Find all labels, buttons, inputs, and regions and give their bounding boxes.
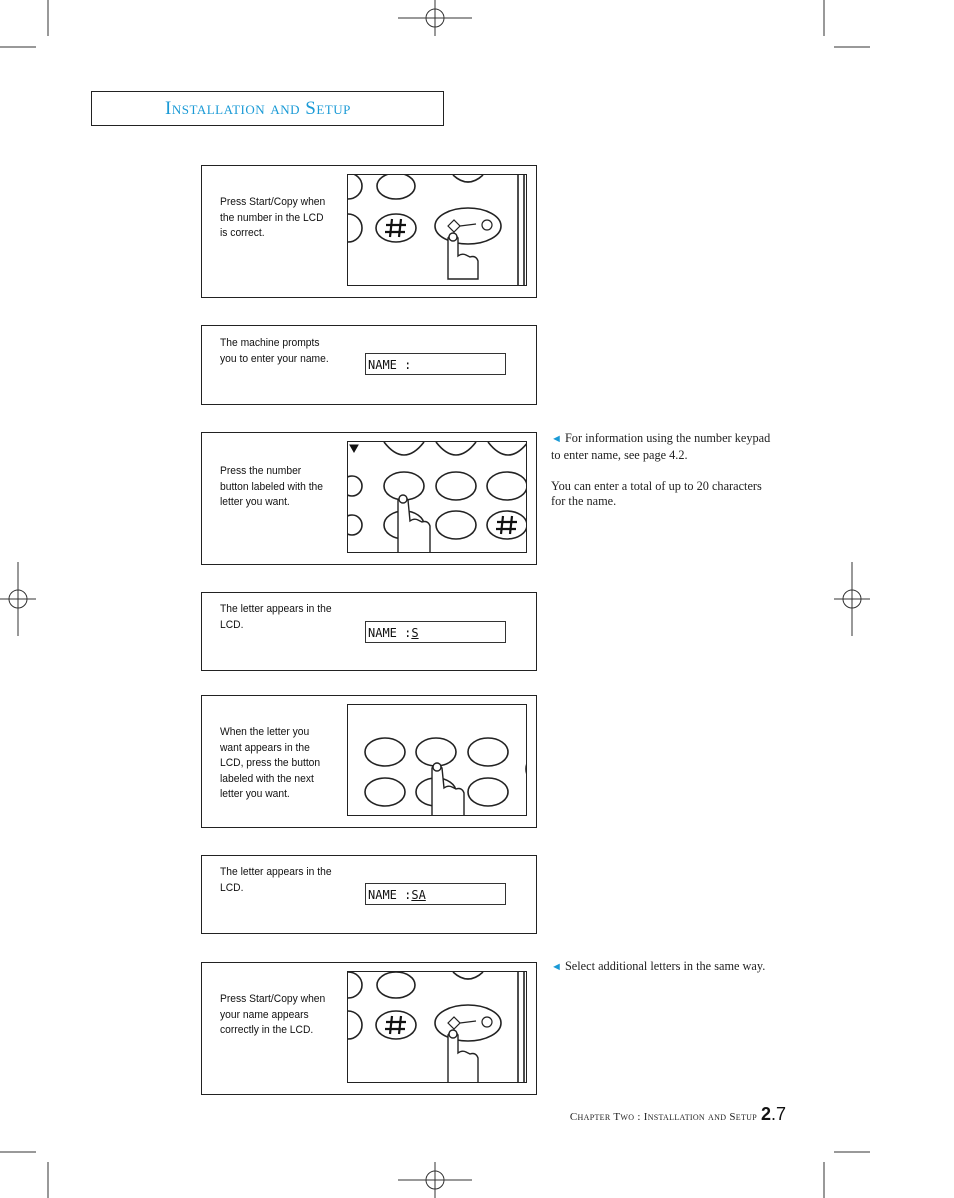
lcd-value: S	[411, 626, 419, 640]
footer-chapter-number: 2	[760, 1104, 771, 1124]
note-text: For information using the number keypad to enter name, see page 4.2.	[551, 431, 771, 462]
lcd-value: SA	[411, 888, 426, 902]
section-title: Installation and Setup	[165, 98, 351, 119]
footer-page-number: .7	[770, 1104, 786, 1124]
note-arrow-icon: ◄	[551, 961, 562, 973]
lcd-display	[365, 353, 506, 375]
note-text: Select additional letters in the same way.	[564, 959, 766, 973]
step-2-text: The machine prompts you to enter your name.	[220, 337, 329, 365]
keypad-next-illustration	[347, 704, 527, 816]
step-4-text: The letter appears in the LCD.	[220, 603, 332, 631]
pointing-hand-icon	[398, 495, 430, 553]
lcd-label: NAME :	[368, 358, 412, 372]
pointing-hand-icon	[432, 763, 464, 816]
step-3-box	[201, 432, 537, 565]
note-arrow-icon: ◄	[551, 433, 562, 445]
step-6-text: The letter appears in the LCD.	[220, 866, 332, 894]
start-copy-illustration	[347, 971, 527, 1083]
step-7-box	[201, 962, 537, 1095]
lcd-display	[365, 883, 506, 905]
lcd-label: NAME :	[368, 888, 412, 902]
lcd-display	[365, 621, 506, 643]
step-3-text: Press the number button labeled with the letter you want.	[220, 465, 324, 508]
note-text: You can enter a total of up to 20 characters for the name.	[551, 478, 762, 508]
lcd-label: NAME :	[368, 626, 412, 640]
side-note-2	[551, 959, 776, 991]
step-5-box	[201, 695, 537, 828]
step-6-box	[201, 855, 537, 934]
step-2-box	[201, 325, 537, 405]
step-4-box	[201, 592, 537, 671]
keypad-illustration	[347, 441, 527, 553]
step-7-text: Press Start/Copy when your name appears correctly in the LCD.	[220, 993, 326, 1036]
step-1-text: Press Start/Copy when the number in the LCD is correct.	[220, 196, 326, 239]
page-footer	[570, 1104, 786, 1125]
side-note-1	[551, 431, 776, 525]
step-1-box	[201, 165, 537, 298]
step-5-text: When the letter you want appears in the LCD, press the button labeled with the next letter you want.	[220, 726, 321, 800]
down-arrow-icon	[350, 445, 358, 452]
footer-chapter: Chapter Two : Installation and Setup	[569, 1111, 757, 1123]
start-copy-illustration	[347, 174, 527, 286]
